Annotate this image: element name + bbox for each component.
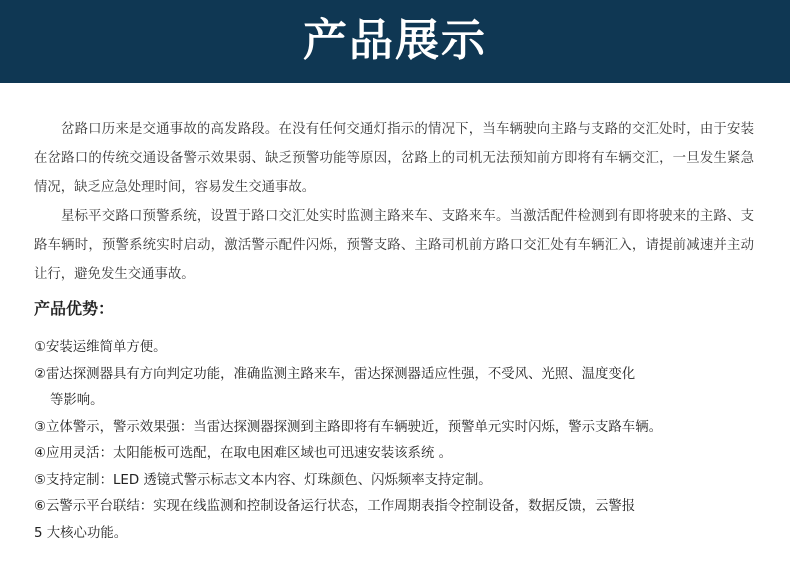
advantage-text-continued: 等影响。 <box>50 393 104 408</box>
advantage-item <box>34 335 762 362</box>
advantage-text: ④应用灵活：太阳能板可选配，在取电困难区域也可迅速安装该系统 。 <box>34 446 452 461</box>
advantages-list <box>34 335 762 547</box>
advantage-text: ③立体警示，警示效果强：当雷达探测器探测到主路即将有车辆驶近，预警单元实时闪烁，警示支路车辆。 <box>34 419 662 435</box>
advantage-text: ⑤支持定制：LED 透镜式警示标志文本内容、灯珠颜色、闪烁频率支持定制。 <box>34 472 492 488</box>
page-title: 产品展示 <box>303 15 487 66</box>
advantage-item <box>34 494 762 547</box>
title-banner <box>0 0 790 83</box>
advantage-text: ⑥云警示平台联结：实现在线监测和控制设备运行状态，工作周期表指令控制设备，数据反馈，云警报 <box>34 499 636 514</box>
advantage-item <box>34 441 762 468</box>
advantage-item <box>34 415 762 442</box>
advantage-item <box>34 468 762 495</box>
advantage-text: ①安装运维简单方便。 <box>34 340 167 355</box>
intro-paragraph: 星标平交路口预警系统，设置于路口交汇处实时监测主路来车、支路来车。当激活配件检测到有即将驶来的主路、支路车辆时，预警系统实时启动，激活警示配件闪烁，预警支路、主路司机前方路口交汇处有车辆汇入，请提前减速并主动让行，避免发生交通事故。 <box>34 209 754 282</box>
advantages-heading: 产品优势： <box>34 299 115 318</box>
advantage-item <box>34 362 762 415</box>
intro-section <box>34 115 754 289</box>
advantage-text: ②雷达探测器具有方向判定功能，准确监测主路来车，雷达探测器适应性强，不受风、光照、温度变化 <box>34 366 636 382</box>
intro-paragraph: 岔路口历来是交通事故的高发路段。在没有任何交通灯指示的情况下，当车辆驶向主路与支路的交汇处时，由于安装在岔路口的传统交通设备警示效果弱、缺乏预警功能等原因，岔路上的司机无法预知前方即将有车辆交汇，一旦发生紧急情况，缺乏应急处理时间，容易发生交通事故。 <box>34 122 754 195</box>
advantage-text-continued: 5 大核心功能。 <box>34 525 128 541</box>
